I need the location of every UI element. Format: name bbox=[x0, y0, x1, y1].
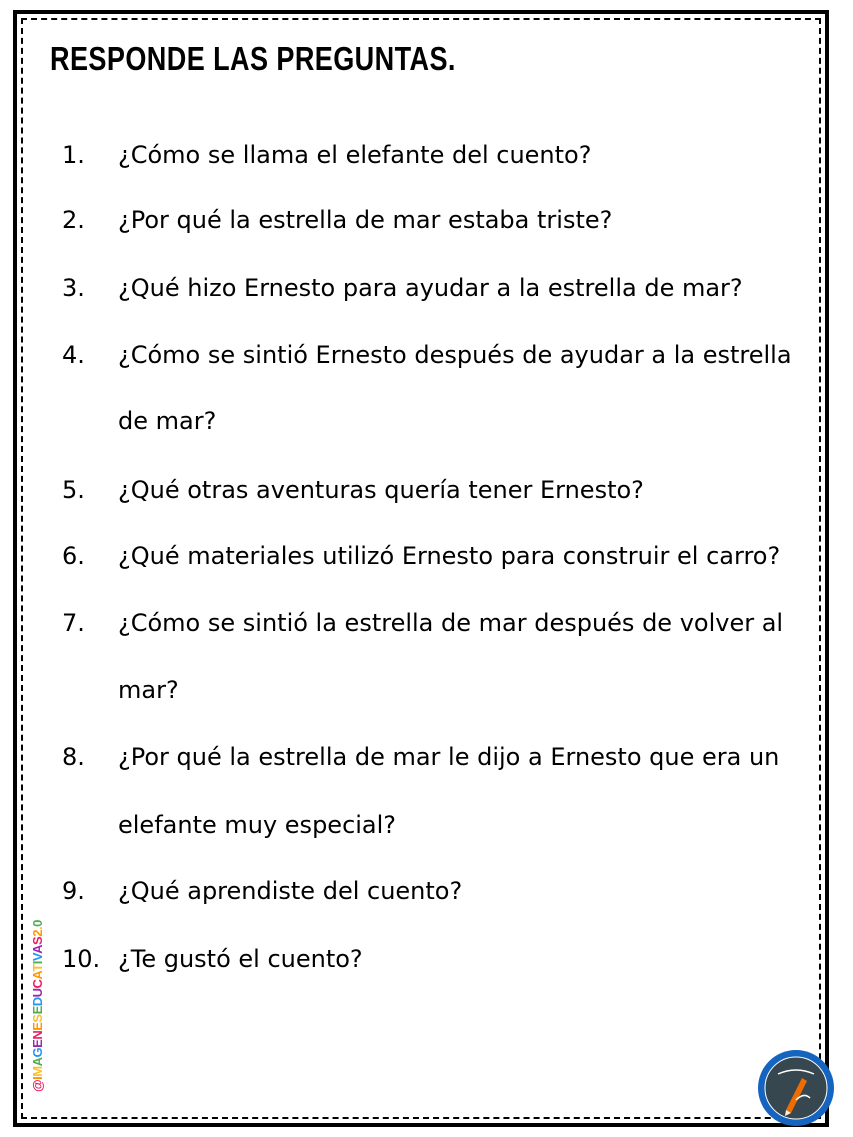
question-text: ¿Cómo se sintió la estrella de mar después de volver al bbox=[118, 609, 784, 637]
question-text: ¿Qué materiales utilizó Ernesto para construir el carro? bbox=[118, 542, 781, 570]
question-text-continued: de mar? bbox=[118, 407, 217, 435]
question-text: ¿Qué hizo Ernesto para ayudar a la estrella de mar? bbox=[118, 274, 743, 302]
question-text: ¿Cómo se sintió Ernesto después de ayudar a la estrella bbox=[118, 341, 792, 369]
brand-logo-icon bbox=[756, 1048, 836, 1128]
question-number: 3. bbox=[62, 274, 85, 302]
question-text: ¿Qué otras aventuras quería tener Ernesto? bbox=[118, 476, 644, 504]
question-number: 4. bbox=[62, 341, 85, 369]
question-number: 8. bbox=[62, 743, 85, 771]
question-text: ¿Cómo se llama el elefante del cuento? bbox=[118, 141, 592, 169]
watermark-text: @IMAGENESEDUCATIVAS2.0 bbox=[30, 920, 45, 1092]
question-text-continued: elefante muy especial? bbox=[118, 811, 397, 839]
question-number: 6. bbox=[62, 542, 85, 570]
question-text-continued: mar? bbox=[118, 676, 179, 704]
question-text: ¿Qué aprendiste del cuento? bbox=[118, 877, 463, 905]
question-number: 10. bbox=[62, 945, 101, 973]
page-title: RESPONDE LAS PREGUNTAS. bbox=[50, 40, 456, 77]
question-number: 9. bbox=[62, 877, 85, 905]
question-text: ¿Te gustó el cuento? bbox=[118, 945, 363, 973]
question-text: ¿Por qué la estrella de mar estaba triste? bbox=[118, 206, 613, 234]
question-number: 1. bbox=[62, 141, 85, 169]
question-text: ¿Por qué la estrella de mar le dijo a Ernesto que era un bbox=[118, 743, 780, 771]
question-number: 7. bbox=[62, 609, 85, 637]
watermark bbox=[30, 920, 45, 1092]
question-number: 2. bbox=[62, 206, 85, 234]
question-number: 5. bbox=[62, 476, 85, 504]
